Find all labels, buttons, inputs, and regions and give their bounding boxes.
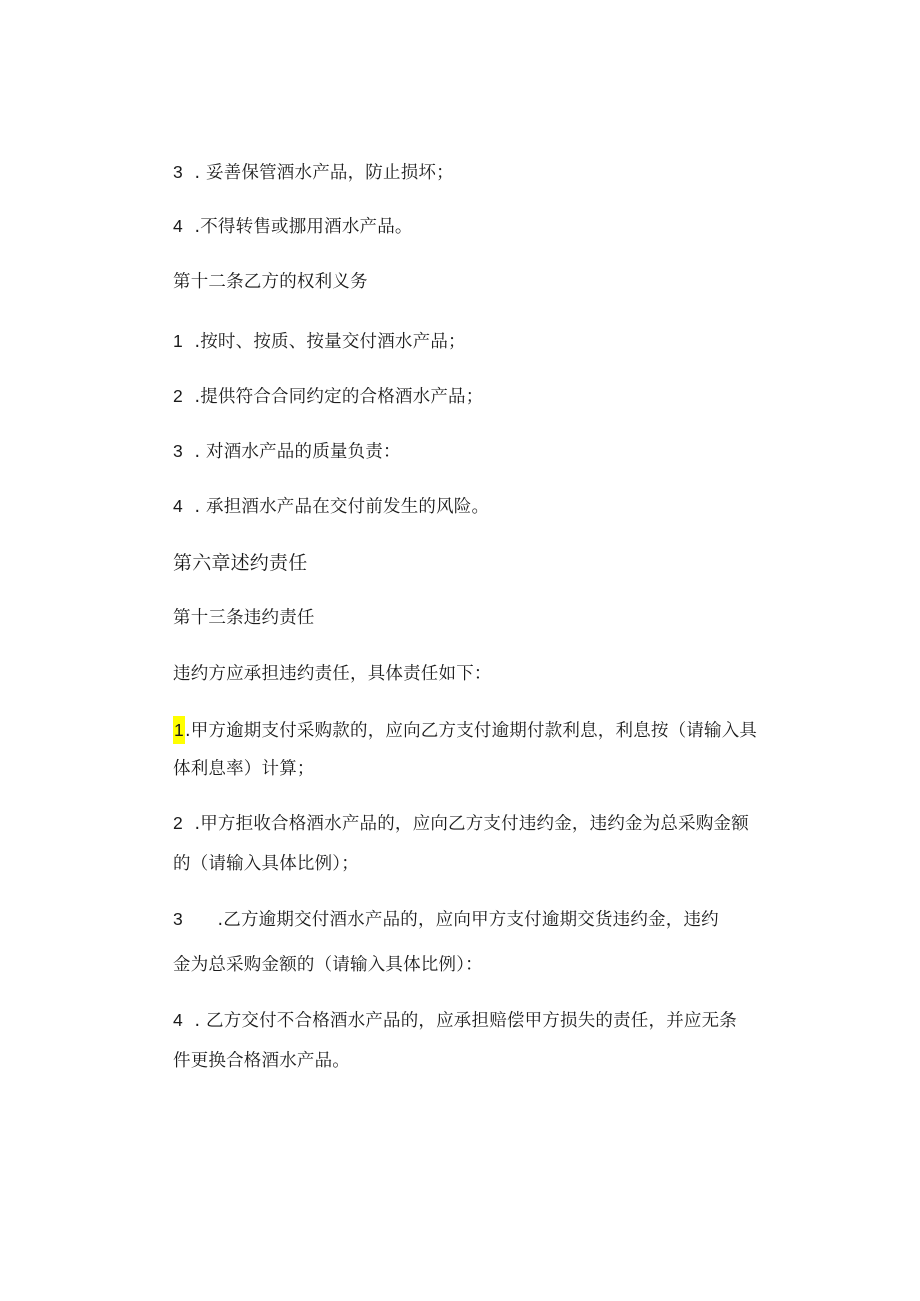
liability-item-2 — [173, 811, 749, 836]
chapter-6-heading: 第六章述约责任 — [173, 552, 308, 574]
item-text: 甲方逾期支付采购款的，应向乙方支付逾期付款利息，利息按（请输入具 — [190, 721, 758, 741]
item-number: 4 — [173, 1010, 183, 1030]
item-separator: . — [182, 910, 224, 930]
party-b-item-4 — [173, 494, 489, 519]
item-number-highlighted: 1 — [173, 716, 185, 744]
item-number: 2 — [173, 813, 183, 833]
liability-item-1-continued: 体利息率）计算； — [173, 759, 315, 779]
item-number: 3 — [173, 441, 183, 461]
item-separator: . — [182, 814, 201, 834]
clause-item-4 — [173, 214, 413, 239]
item-text: 甲方拒收合格酒水产品的，应向乙方支付违约金，违约金为总采购金额 — [200, 814, 749, 834]
party-b-item-1 — [173, 329, 466, 354]
item-number: 3 — [173, 909, 183, 929]
liability-item-1 — [173, 716, 757, 744]
item-number: 3 — [173, 162, 183, 182]
item-number: 4 — [173, 496, 183, 516]
clause-item-3 — [173, 160, 454, 185]
item-text: 承担酒水产品在交付前发生的风险。 — [206, 497, 490, 517]
item-number: 2 — [173, 386, 183, 406]
article-12-heading: 第十二条乙方的权利义务 — [173, 272, 368, 292]
liability-item-3 — [173, 907, 719, 932]
item-separator: . — [182, 217, 201, 237]
item-text: 按时、按质、按量交付酒水产品； — [200, 332, 466, 352]
item-text: 提供符合合同约定的合格酒水产品； — [200, 387, 484, 407]
item-text: 妥善保管酒水产品，防止损坏； — [206, 163, 454, 183]
item-number: 4 — [173, 216, 183, 236]
item-separator: . — [182, 442, 206, 462]
item-text: 乙方交付不合格酒水产品的，应承担赔偿甲方损失的责任，并应无条 — [206, 1011, 737, 1031]
party-b-item-2 — [173, 384, 483, 409]
liability-item-4 — [173, 1008, 737, 1033]
item-separator: . — [182, 1011, 206, 1031]
item-separator: . — [184, 721, 191, 741]
party-b-item-3 — [173, 439, 401, 464]
item-number: 1 — [173, 331, 183, 351]
liability-item-4-continued: 件更换合格酒水产品。 — [173, 1051, 350, 1071]
liability-intro: 违约方应承担违约责任，具体责任如下： — [173, 664, 492, 684]
item-separator: . — [182, 497, 206, 517]
article-13-heading: 第十三条违约责任 — [173, 608, 315, 628]
item-text: 乙方逾期交付酒水产品的，应向甲方支付逾期交货违约金，违约 — [223, 910, 719, 930]
item-separator: . — [182, 332, 201, 352]
item-text: 对酒水产品的质量负责： — [206, 442, 401, 462]
item-text: 不得转售或挪用酒水产品。 — [200, 217, 413, 237]
liability-item-3-continued: 金为总采购金额的（请输入具体比例）： — [173, 955, 483, 975]
item-separator: . — [182, 163, 206, 183]
liability-item-2-continued: 的（请输入具体比例）； — [173, 854, 359, 874]
item-separator: . — [182, 387, 201, 407]
